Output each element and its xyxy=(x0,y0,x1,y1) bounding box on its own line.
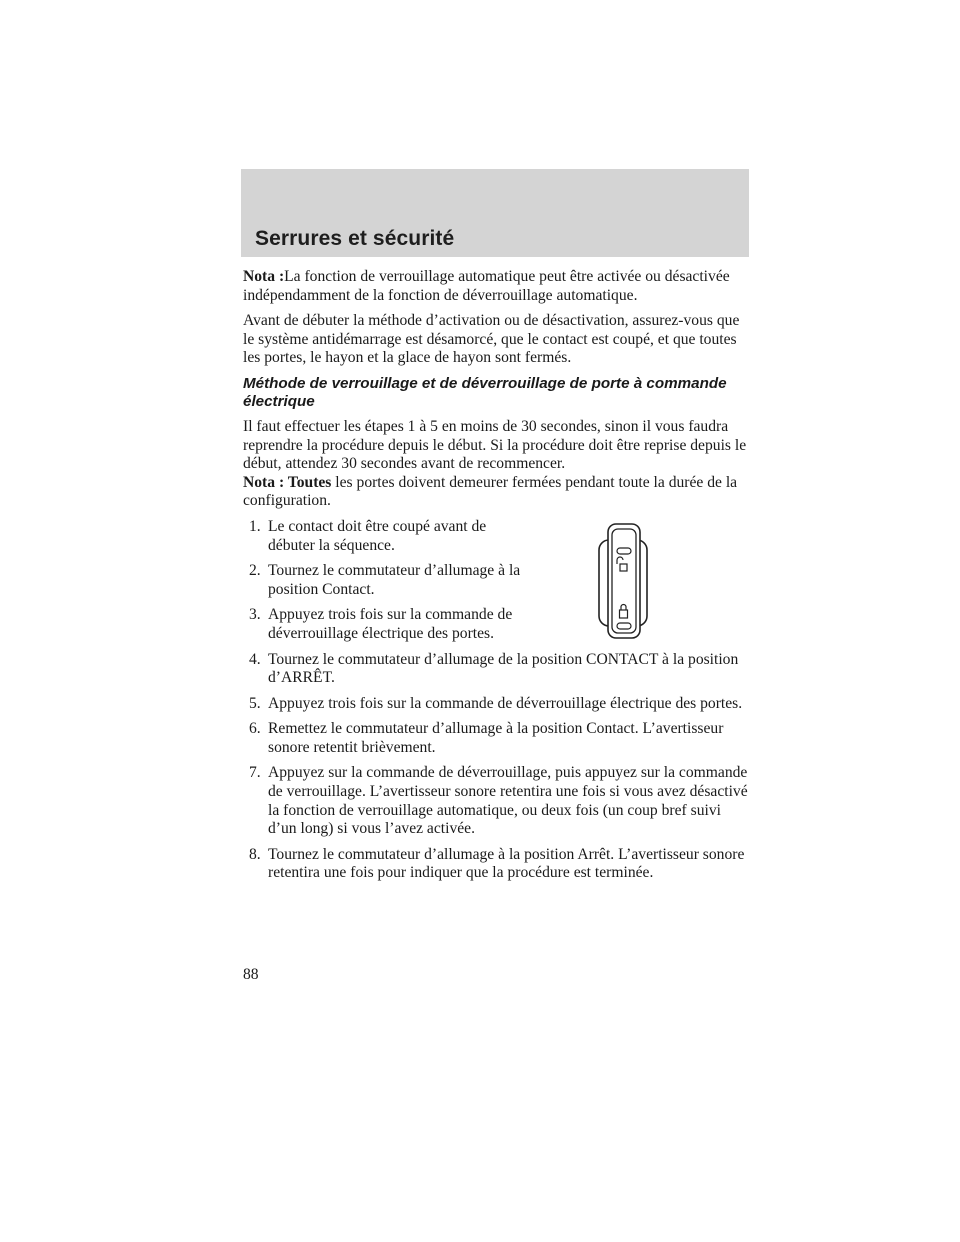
note2-text: les portes doivent demeurer fermées pendant toute la durée de la configuration. xyxy=(243,473,738,510)
step-number: 7. xyxy=(249,764,261,782)
step-number: 6. xyxy=(249,720,261,738)
step-item xyxy=(243,651,753,688)
step-text: Tournez le commutateur d’allumage à la position Arrêt. L’avertisseur sonore retentira une fois pour indiquer que la procédure est terminée. xyxy=(268,845,745,882)
step-number: 2. xyxy=(249,562,261,580)
door-lock-switch-illustration xyxy=(598,522,648,640)
step-text: Appuyez sur la commande de déverrouillage, puis appuyez sur la commande de verrouillage. L’avertisseur sonore retentira une fois si vous avez désactivé la fonction de verrouillage automatique, ou deux fois (un coup bref suivi d’un long) si vous l’avez activée. xyxy=(268,764,748,838)
step-number: 5. xyxy=(249,694,261,712)
page-number: 88 xyxy=(243,966,259,983)
timing-paragraph: Il faut effectuer les étapes 1 à 5 en moins de 30 secondes, sinon il vous faudra reprendre la procédure depuis le début. Si la procédure doit être reprise depuis le début, attendez 30 secondes avant de recommencer. xyxy=(243,417,747,473)
note-paragraph xyxy=(243,268,753,305)
step-text: Appuyez trois fois sur la commande de déverrouillage électrique des portes. xyxy=(268,694,743,712)
step-number: 3. xyxy=(249,606,261,624)
section-title: Serrures et sécurité xyxy=(255,227,455,250)
step-text: Le contact doit être coupé avant de débuter la séquence. xyxy=(268,517,487,554)
switch-rocker xyxy=(608,524,640,638)
step-item xyxy=(243,720,753,757)
step-item xyxy=(243,518,530,555)
step-item xyxy=(243,764,753,838)
note-text: La fonction de verrouillage automatique peut être activée ou désactivée indépendamment de la fonction de déverrouillage automatique. xyxy=(243,268,730,304)
step-item xyxy=(243,606,530,643)
steps-list xyxy=(243,518,753,883)
page-content xyxy=(243,268,753,890)
door-lock-switch-svg xyxy=(598,522,648,640)
step-number: 4. xyxy=(249,650,261,668)
step-text: Appuyez trois fois sur la commande de déverrouillage électrique des portes. xyxy=(268,606,513,642)
section-header xyxy=(241,169,749,257)
step-text: Remettez le commutateur d’allumage à la position Contact. L’avertisseur sonore retentit brièvement. xyxy=(268,720,724,756)
step-number: 8. xyxy=(249,845,261,863)
subheading: Méthode de verrouillage et de déverrouillage de porte à commande électrique xyxy=(243,374,727,410)
step-number: 1. xyxy=(249,517,261,535)
note2-paragraph xyxy=(243,474,753,511)
step-text: Tournez le commutateur d’allumage de la position CONTACT à la position d’ARRÊT. xyxy=(268,650,739,687)
step-item xyxy=(243,562,530,599)
note-label: Nota : xyxy=(243,268,285,285)
note2-label: Nota : Toutes xyxy=(243,473,332,491)
step-text: Tournez le commutateur d’allumage à la position Contact. xyxy=(268,562,521,598)
step-item xyxy=(243,846,753,883)
intro-paragraph: Avant de débuter la méthode d’activation ou de désactivation, assurez-vous que le système antidémarrage est désamorcé, que le contact est coupé, et que toutes les portes, le hayon et la glace de hayon sont fermés. xyxy=(243,312,740,367)
step-item xyxy=(243,695,753,714)
